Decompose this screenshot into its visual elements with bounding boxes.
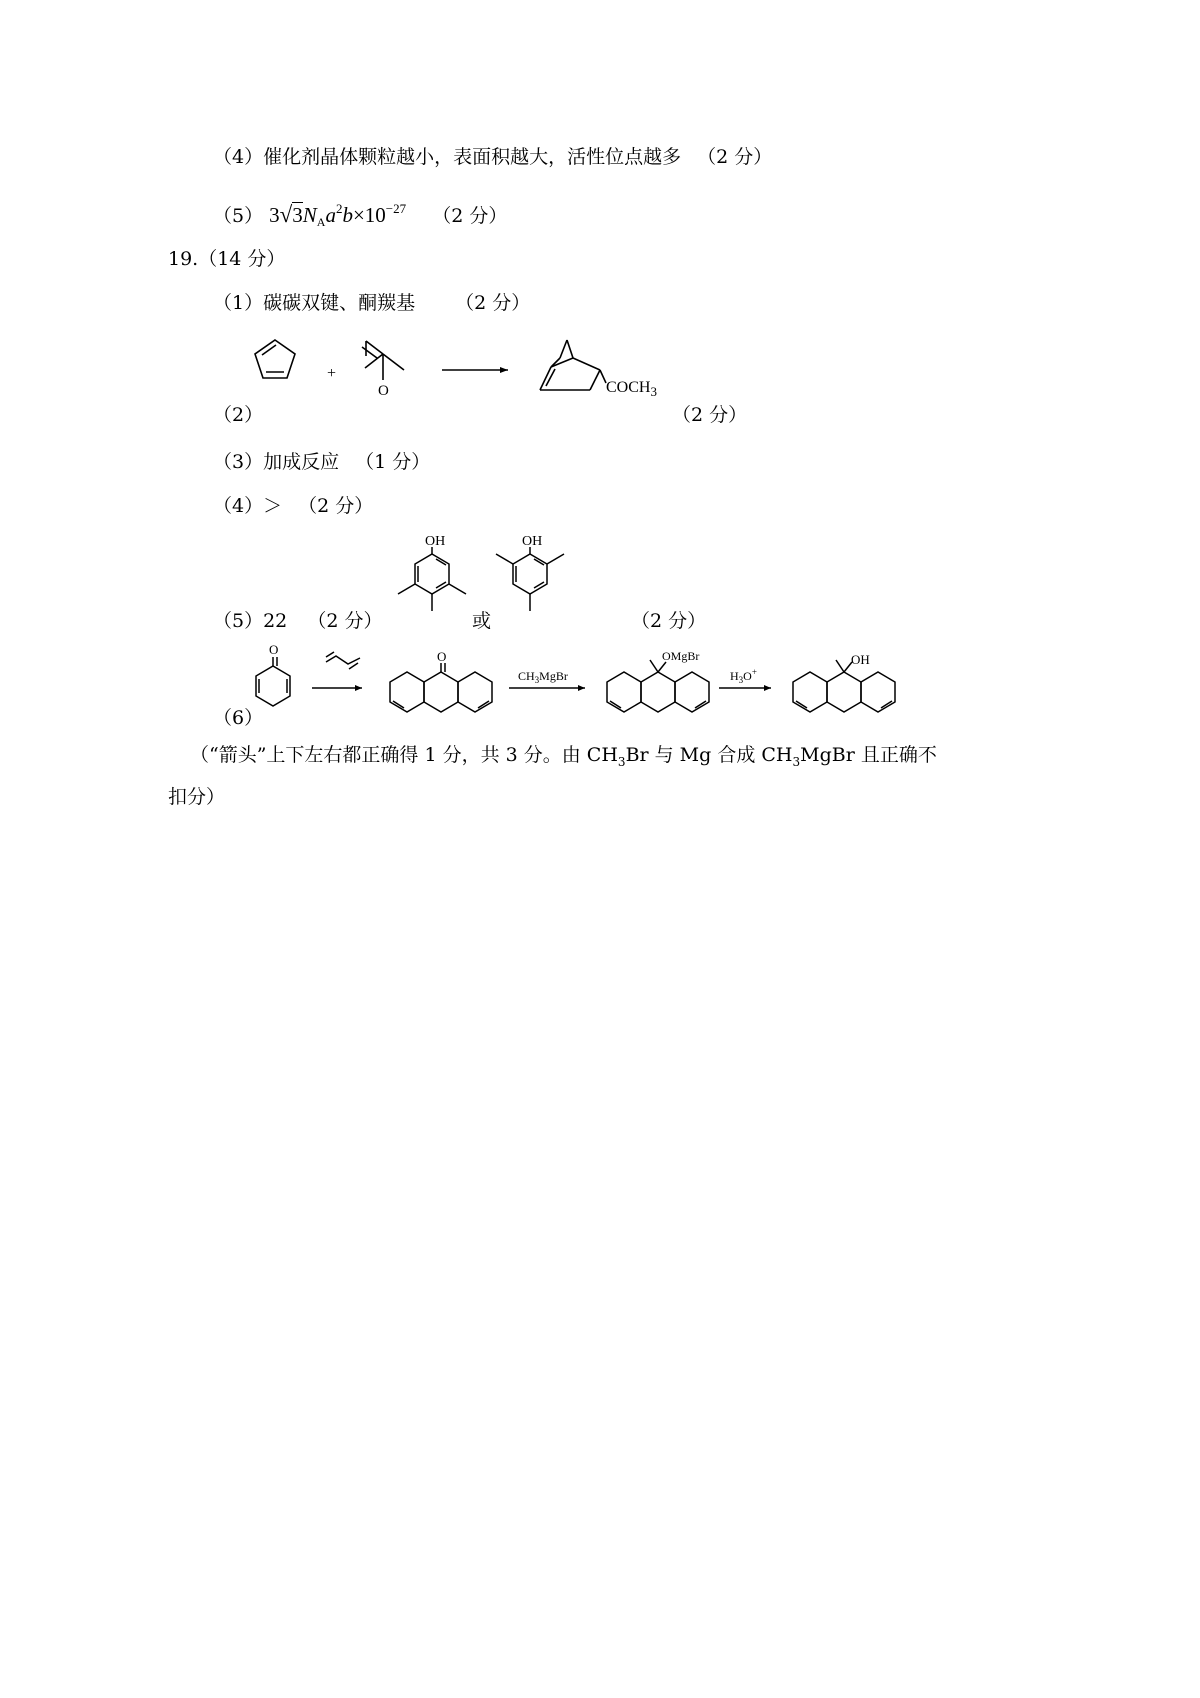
answer-text: 催化剂晶体颗粒越小，表面积越大，活性位点越多: [263, 146, 682, 168]
acetyl-group-label: $COCH_3$: [606, 379, 657, 399]
hydroxyl-label-1: OH: [425, 534, 446, 549]
plus-sign: +: [327, 365, 337, 382]
note-sub-2: 3: [792, 754, 801, 769]
score: （2 分）: [455, 292, 531, 314]
item-label: （4）: [213, 495, 264, 517]
tricyclic-ketone-structure: [390, 663, 492, 712]
note-text-c: MgBr 且正确不: [800, 744, 937, 766]
answer-text: 碳碳双键、酮羰基: [263, 292, 416, 314]
score: （2 分）: [432, 205, 508, 227]
hydroxyl-label-2: OH: [522, 534, 543, 549]
item-label: （4）: [213, 146, 264, 168]
hydronium-label: $H_3O^+$: [730, 667, 757, 685]
grading-note-line-1: [190, 746, 937, 768]
grading-note-line-2: 扣分）: [168, 786, 226, 808]
item-label: （3）: [213, 451, 264, 473]
answer-19-6-label: （6）: [213, 707, 264, 729]
omgbr-label: OMgBr: [662, 649, 700, 663]
alkoxide-intermediate-structure: [607, 660, 709, 712]
tertiary-alcohol-product-structure: [793, 660, 895, 712]
oxygen-atom: O: [378, 383, 389, 399]
answer-19-2-score: （2 分）: [672, 404, 748, 426]
answer-text: 22: [263, 610, 288, 632]
note-sub-1: 3: [617, 754, 626, 769]
note-text-b: Br 与 Mg 合成 CH: [625, 744, 793, 766]
score: （1 分）: [355, 451, 431, 473]
item-label: （5）: [213, 610, 264, 632]
answer-19-2-label: （2）: [213, 404, 264, 426]
hydroxyl-label: OH: [851, 652, 870, 667]
or-word: 或: [472, 610, 492, 632]
question-19-title: 19.（14 分）: [168, 248, 286, 270]
oxygen-atom-2: O: [437, 649, 447, 664]
cyclohexenone-structure: [256, 657, 290, 706]
score: （2 分）: [307, 610, 383, 632]
note-text-a: （“箭头”上下左右都正确得 1 分，共 3 分。由 CH: [190, 744, 618, 766]
density-formula: $3√3N_Aa^2b\times 10^{-27}$: [269, 201, 407, 229]
answer-text: 加成反应: [263, 451, 340, 473]
grignard-reagent-label: $CH_3MgBr$: [518, 669, 568, 685]
answer-19-5-score2: （2 分）: [631, 610, 707, 632]
answer-text: ＞: [263, 495, 283, 517]
item-label: （5）: [213, 205, 264, 227]
oxygen-atom-1: O: [269, 642, 279, 657]
score: （2 分）: [298, 495, 374, 517]
item-label: （1）: [213, 292, 264, 314]
butadiene-structure: [326, 652, 360, 669]
score: （2 分）: [697, 146, 773, 168]
